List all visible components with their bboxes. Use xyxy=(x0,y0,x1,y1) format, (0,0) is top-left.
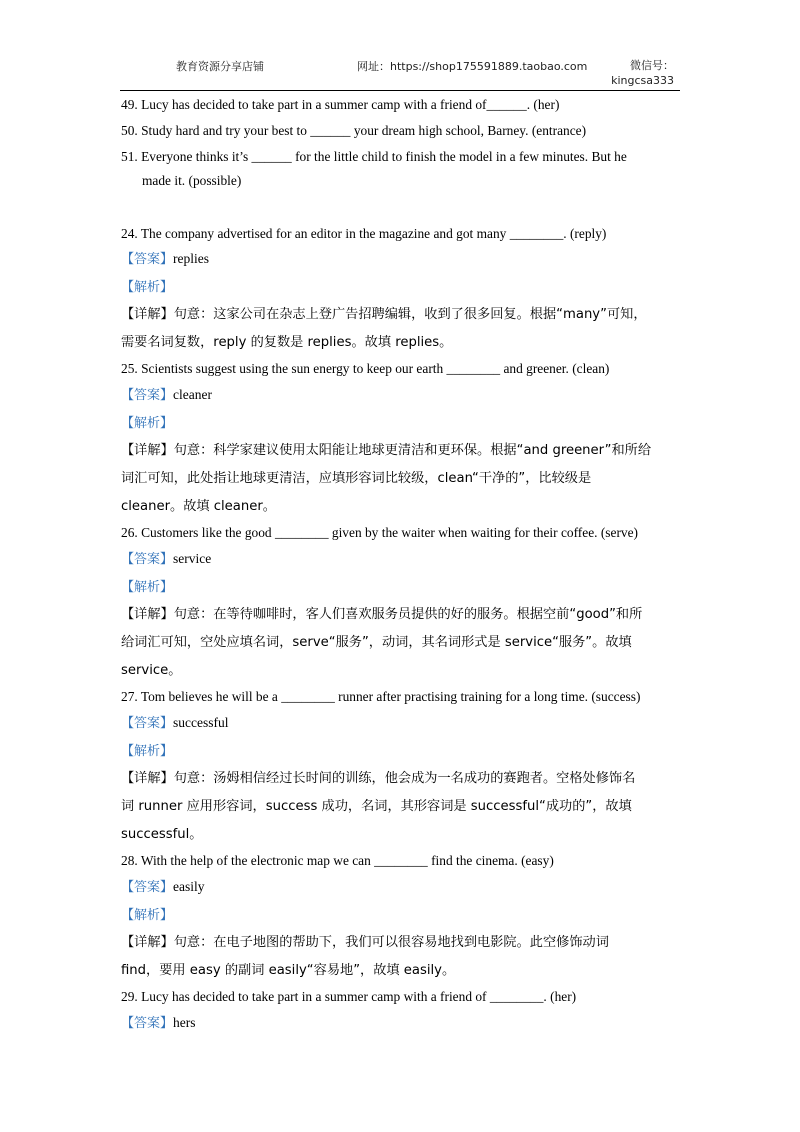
detail-text: 句意：科学家建议使用太阳能让地球更清洁和更环保。根据“and greener”和所给 xyxy=(173,443,652,458)
detail-28-line2: find，要用 easy 的副词 easily“容易地”，故填 easily。 xyxy=(121,963,456,978)
analysis-tag-26 xyxy=(121,578,173,597)
detail-text: 句意：这家公司在杂志上登广告招聘编辑，收到了很多回复。根据“many”可知， xyxy=(173,307,647,322)
detail-24-line2: 需要名词复数，reply 的复数是 replies。故填 replies。 xyxy=(121,335,453,350)
page-header xyxy=(120,58,680,91)
question-29: 29. Lucy has decided to take part in a summer camp with a friend of ________. (her) xyxy=(121,989,577,1004)
question-51-line1: 51. Everyone thinks it’s ______ for the little child to finish the model in a few minutes. But he xyxy=(121,149,627,164)
detail-tag: 【详解】 xyxy=(121,307,174,322)
analysis-tag: 【解析】 xyxy=(121,908,174,923)
question-25: 25. Scientists suggest using the sun energy to keep our earth ________ and greener. (clean) xyxy=(121,361,610,376)
detail-25-line2: 词汇可知，此处指让地球更清洁，应填形容词比较级，clean“干净的”，比较级是 xyxy=(121,471,592,486)
detail-27-line1 xyxy=(121,770,635,788)
header-shop-name: 教育资源分享店铺 xyxy=(176,60,264,73)
analysis-tag-25 xyxy=(121,414,173,433)
analysis-tag-24 xyxy=(121,278,173,297)
answer-tag: 【答案】 xyxy=(121,716,174,731)
answer-tag: 【答案】 xyxy=(121,388,174,403)
detail-26-line3: service。 xyxy=(121,663,182,678)
header-wechat-id: kingcsa333 xyxy=(611,74,674,87)
answer-text: easily xyxy=(173,879,205,894)
detail-25-line3: cleaner。故填 cleaner。 xyxy=(121,499,276,514)
detail-text: 句意：在等待咖啡时，客人们喜欢服务员提供的好的服务。根据空前“good”和所 xyxy=(173,607,643,622)
analysis-tag: 【解析】 xyxy=(121,580,174,595)
answer-text: successful xyxy=(173,715,229,730)
answer-tag: 【答案】 xyxy=(121,552,174,567)
analysis-tag: 【解析】 xyxy=(121,280,174,295)
answer-tag: 【答案】 xyxy=(121,1016,174,1031)
answer-row-28 xyxy=(121,878,205,897)
detail-25-line1 xyxy=(121,442,651,460)
detail-27-line3: successful。 xyxy=(121,827,203,842)
question-24: 24. The company advertised for an editor in the magazine and got many ________. (reply) xyxy=(121,226,607,241)
answer-text: cleaner xyxy=(173,387,212,402)
question-28: 28. With the help of the electronic map we can ________ find the cinema. (easy) xyxy=(121,853,554,868)
detail-28-line1 xyxy=(121,934,609,952)
detail-tag: 【详解】 xyxy=(121,443,174,458)
header-wechat xyxy=(611,58,674,88)
question-27: 27. Tom believes he will be a ________ runner after practising training for a long time. (success) xyxy=(121,689,641,704)
answer-tag: 【答案】 xyxy=(121,880,174,895)
analysis-tag: 【解析】 xyxy=(121,744,174,759)
detail-tag: 【详解】 xyxy=(121,771,174,786)
answer-row-26 xyxy=(121,550,211,569)
answer-text: service xyxy=(173,551,212,566)
detail-27-line2: 词 runner 应用形容词，success 成功，名词，其形容词是 successful“成功的”，故填 xyxy=(121,799,632,814)
detail-tag: 【详解】 xyxy=(121,935,174,950)
question-49: 49. Lucy has decided to take part in a summer camp with a friend of______. (her) xyxy=(121,97,560,112)
detail-26-line2: 给词汇可知，空处应填名词，serve“服务”，动词，其名词形式是 service“服务”。故填 xyxy=(121,635,632,650)
question-51-line2: made it. (possible) xyxy=(142,173,242,188)
answer-text: hers xyxy=(173,1015,196,1030)
analysis-tag-28 xyxy=(121,906,173,925)
answer-tag: 【答案】 xyxy=(121,252,174,267)
answer-row-24 xyxy=(121,250,209,269)
answer-row-27 xyxy=(121,714,229,733)
detail-text: 句意：汤姆相信经过长时间的训练，他会成为一名成功的赛跑者。空格处修饰名 xyxy=(173,771,636,786)
detail-tag: 【详解】 xyxy=(121,607,174,622)
detail-24-line1 xyxy=(121,306,647,324)
question-50: 50. Study hard and try your best to ______ your dream high school, Barney. (entrance) xyxy=(121,123,587,138)
answer-text: replies xyxy=(173,251,210,266)
header-wechat-label: 微信号： xyxy=(630,59,674,72)
question-26: 26. Customers like the good ________ given by the waiter when waiting for their coffee. (serve) xyxy=(121,525,639,540)
analysis-tag-27 xyxy=(121,742,173,761)
detail-26-line1 xyxy=(121,606,642,624)
detail-text: 句意：在电子地图的帮助下，我们可以很容易地找到电影院。此空修饰动词 xyxy=(173,935,609,950)
analysis-tag: 【解析】 xyxy=(121,416,174,431)
answer-row-25 xyxy=(121,386,212,405)
answer-row-29 xyxy=(121,1014,196,1033)
header-website: 网址：https://shop175591889.taobao.com xyxy=(357,60,588,73)
